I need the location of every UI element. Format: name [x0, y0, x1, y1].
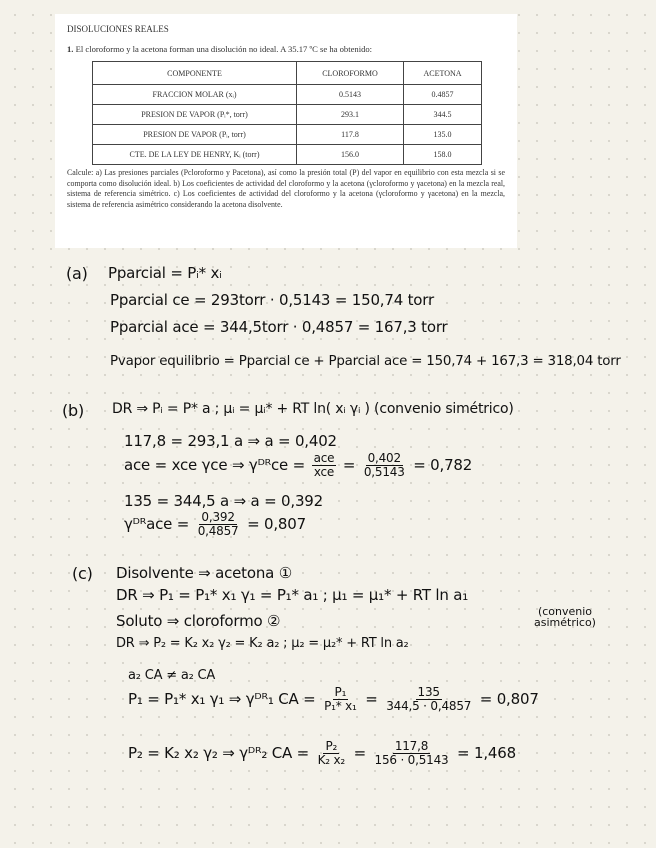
- problem-sheet: [55, 14, 517, 248]
- problem-text: El cloroformo y la acetona forman una disolución no ideal. A 35.17 ºC se ha obtenido:: [75, 44, 373, 54]
- part-a-line-3: Pparcial ace = 344,5torr · 0,4857 = 167,3 torr: [110, 318, 448, 336]
- equals-sign: =: [353, 744, 366, 762]
- table-cell: 293.1: [297, 105, 404, 125]
- part-c-line-7-text: P₂ = K₂ x₂ γ₂ ⇒ γᴰᴿ₂ CA =: [128, 744, 309, 762]
- result-text: = 0,782: [413, 456, 473, 474]
- fraction-denominator: 0,4857: [197, 524, 239, 538]
- fraction-denominator: xce: [313, 465, 335, 479]
- table-cell: 135.0: [403, 125, 481, 145]
- fraction-numerator: 0,402: [367, 451, 401, 465]
- fraction-numerator: ace: [313, 451, 335, 465]
- part-b-line-1: DR ⇒ Pᵢ = P* a ; μᵢ = μᵢ* + RT ln( xᵢ γᵢ ) (convenio simétrico): [112, 401, 514, 417]
- table-cell: 0.5143: [297, 85, 404, 105]
- problem-number: 1.: [67, 44, 74, 54]
- part-a-line-1: Pparcial = Pᵢ* xᵢ: [108, 264, 222, 282]
- result-text: = 0,807: [247, 515, 306, 533]
- part-c-label: (c): [72, 564, 93, 583]
- part-b-line-4: 135 = 344,5 a ⇒ a = 0,392: [124, 492, 323, 510]
- questions-text: Calcule: a) Las presiones parciales (Pcloroformo y Pacetona), así como la presión total (P) del vapor en equilibrio con esta mezcla si se comporta como disolución ideal. b) Los coeficientes de actividad del cloroformo y la acetona (γcloroformo y γacetona) en la mezcla real, sistema de referencia simétrico. c) Los coeficientes de actividad del cloroformo y la acetona (γcloroformo y γacetona) en la mezcla, sistema de referencia asimétrico considerando la acetona disolvente.: [67, 168, 505, 209]
- result-text: = 1,468: [457, 744, 516, 762]
- table-cell: FRACCION MOLAR (xᵢ): [93, 85, 297, 105]
- fraction-numerator: P₂: [325, 739, 338, 753]
- part-a-label: (a): [66, 264, 88, 283]
- table-cell: 0.4857: [403, 85, 481, 105]
- table-header: ACETONA: [403, 62, 481, 85]
- part-c-line-5: a₂ CA ≠ a₂ CA: [128, 668, 216, 683]
- fraction-numerator: P₁: [334, 685, 347, 699]
- part-b-line-5-text: γᴰᴿace =: [124, 515, 190, 533]
- sheet-title: DISOLUCIONES REALES: [67, 24, 169, 34]
- table-header-row: [93, 62, 482, 85]
- part-a-line-4: Pvapor equilibrio = Pparcial ce + Pparcial ace = 150,74 + 167,3 = 318,04 torr: [110, 354, 621, 369]
- fraction-numerator: 0,392: [201, 510, 235, 524]
- table-row: [93, 85, 482, 105]
- part-c-line-6: [128, 686, 539, 713]
- part-b-line-5: [124, 511, 306, 538]
- part-b-line-3-text: ace = xce γce ⇒ γᴰᴿce =: [124, 456, 306, 474]
- table-row: [93, 125, 482, 145]
- table-cell: 156.0: [297, 145, 404, 165]
- table-header: CLOROFORMO: [297, 62, 404, 85]
- part-b-line-3: [124, 452, 472, 479]
- part-c-line-2: DR ⇒ P₁ = P₁* x₁ γ₁ = P₁* a₁ ; μ₁ = μ₁* + RT ln a₁: [116, 586, 469, 604]
- part-c-line-6-text: P₁ = P₁* x₁ γ₁ ⇒ γᴰᴿ₁ CA =: [128, 690, 316, 708]
- part-a-line-2: Pparcial ce = 293torr · 0,5143 = 150,74 torr: [110, 291, 434, 309]
- table-row: [93, 105, 482, 125]
- table-cell: 344.5: [403, 105, 481, 125]
- fraction: [312, 452, 337, 479]
- fraction: [362, 452, 407, 479]
- table-cell: 117.8: [297, 125, 404, 145]
- table-cell: PRESION DE VAPOR (Pᵢ, torr): [93, 125, 297, 145]
- fraction: [384, 686, 473, 713]
- part-c-line-3: Soluto ⇒ cloroformo ②: [116, 612, 281, 630]
- fraction-denominator: 344,5 · 0,4857: [386, 699, 472, 713]
- fraction-numerator: 117,8: [394, 739, 429, 753]
- fraction-denominator: 156 · 0,5143: [374, 753, 449, 767]
- part-c-line-4: DR ⇒ P₂ = K₂ x₂ γ₂ = K₂ a₂ ; μ₂ = μ₂* + RT ln a₂: [116, 636, 409, 651]
- fraction-denominator: P₁* x₁: [324, 699, 357, 713]
- fraction-denominator: 0,5143: [363, 465, 405, 479]
- fraction: [322, 686, 359, 713]
- problem-statement: [67, 44, 505, 55]
- part-c-line-7: [128, 740, 516, 767]
- table-row: [93, 145, 482, 165]
- table-cell: PRESION DE VAPOR (Pᵢ*, torr): [93, 105, 297, 125]
- fraction-numerator: 135: [417, 685, 440, 699]
- data-table: [92, 61, 482, 165]
- table-cell: CTE. DE LA LEY DE HENRY, Kᵢ (torr): [93, 145, 297, 165]
- result-text: = 0,807: [479, 690, 539, 708]
- table-header: COMPONENTE: [93, 62, 297, 85]
- equals-sign: =: [342, 456, 356, 474]
- convention-side-note: (convenio asimétrico): [534, 605, 596, 629]
- part-b-label: (b): [62, 401, 85, 420]
- part-b-line-2: 117,8 = 293,1 a ⇒ a = 0,402: [124, 432, 337, 450]
- fraction: [316, 740, 347, 767]
- equals-sign: =: [365, 690, 378, 708]
- fraction: [196, 511, 241, 538]
- fraction: [373, 740, 451, 767]
- part-c-line-1: Disolvente ⇒ acetona ①: [116, 564, 292, 582]
- table-cell: 158.0: [403, 145, 481, 165]
- fraction-denominator: K₂ x₂: [317, 753, 345, 767]
